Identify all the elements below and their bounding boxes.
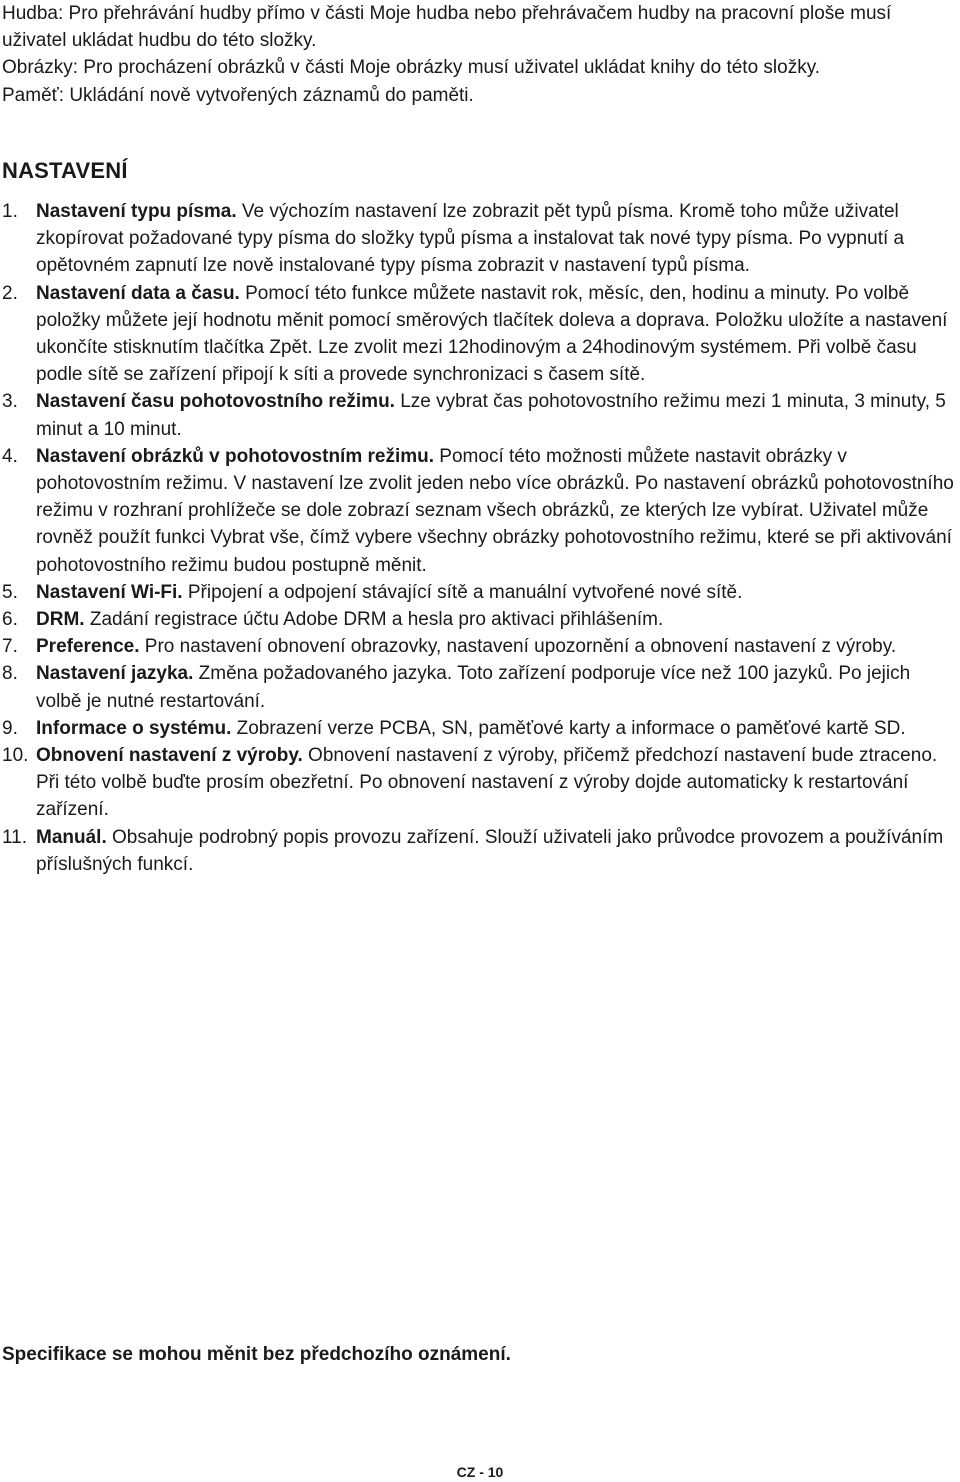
list-item: [0, 660, 960, 714]
item-number: 1.: [2, 201, 18, 222]
item-term: Preference.: [36, 636, 140, 658]
music-folder-text: Hudba: Pro přehrávání hudby přímo v části Moje hudba nebo přehrávačem hudby na pracovní ploše musí uživatel ukládat hudbu do této složky.: [2, 3, 892, 52]
list-item: [0, 606, 960, 633]
item-term: Obnovení nastavení z výroby.: [36, 745, 303, 767]
item-term: Nastavení času pohotovostního režimu.: [36, 391, 395, 413]
item-number: 6.: [2, 609, 18, 631]
item-number: 11.: [2, 826, 28, 848]
item-term: Nastavení jazyka.: [36, 663, 194, 685]
list-item: [0, 742, 960, 824]
specification-notice: Specifikace se mohou měnit bez předchozího oznámení.: [2, 1344, 511, 1365]
item-text: Zobrazení verze PCBA, SN, paměťové karty a informace o paměťové kartě SD.: [231, 717, 906, 739]
folder-descriptions: [2, 0, 952, 109]
item-number: 5.: [2, 581, 18, 603]
item-text: Změna požadovaného jazyka. Toto zařízení podporuje více než 100 jazyků. Po jejich volbě je nutné restartování.: [36, 663, 911, 712]
section-heading: NASTAVENÍ: [2, 158, 128, 183]
item-term: Manuál.: [36, 826, 107, 848]
item-term: Nastavení typu písma.: [36, 201, 237, 222]
list-item: [0, 388, 960, 442]
list-item: [0, 198, 960, 280]
item-text: Obnovení nastavení z výroby, přičemž předchozí nastavení bude ztraceno. Při této volbě buďte prosím obezřetní. Po obnovení nastavení z výroby dojde automaticky k restartování zařízení.: [36, 745, 938, 821]
item-number: 4.: [2, 445, 18, 467]
item-text: Zadání registrace účtu Adobe DRM a hesla pro aktivaci přihlášením.: [84, 609, 664, 631]
item-text: Pro nastavení obnovení obrazovky, nastavení upozornění a obnovení nastavení z výroby.: [139, 636, 897, 658]
item-text: Ve výchozím nastavení lze zobrazit pět typů písma. Kromě toho může uživatel zkopírovat požadované typy písma do složky typů písma a instalovat tak nové typy písma. Po vypnutí a opětovném zapnutí lze nově instalované typy písma zobrazit v nastavení typů písma.: [36, 201, 905, 277]
item-text: Pomocí této funkce můžete nastavit rok, měsíc, den, hodinu a minuty. Po volbě položky můžete její hodnotu měnit pomocí směrových tlačítek doleva a doprava. Položku uložíte a nastavení ukončíte stisknutím tlačítka Zpět. Lze zvolit mezi 12hodinovým a 24hodinovým systémem. Při volbě času podle sítě se zařízení připojí k síti a provede synchronizaci s časem sítě.: [36, 282, 948, 386]
item-term: Nastavení data a času.: [36, 282, 240, 304]
list-item: [0, 579, 960, 606]
item-number: 10.: [2, 745, 29, 767]
list-item: [0, 280, 960, 389]
list-item: [0, 633, 960, 660]
item-number: 7.: [2, 636, 18, 658]
settings-list: [0, 198, 960, 878]
item-number: 8.: [2, 663, 18, 685]
item-term: DRM.: [36, 609, 85, 631]
list-item: [0, 443, 960, 579]
item-number: 2.: [2, 282, 18, 304]
item-number: 9.: [2, 717, 18, 739]
item-term: Nastavení obrázků v pohotovostním režimu.: [36, 445, 435, 467]
list-item: [0, 824, 960, 878]
item-term: Nastavení Wi-Fi.: [36, 581, 183, 603]
memory-folder-text: Paměť: Ukládání nově vytvořených záznamů do paměti.: [2, 84, 474, 106]
page-number: CZ - 10: [456, 1464, 504, 1480]
item-text: Pomocí této možnosti můžete nastavit obrázky v pohotovostním režimu. V nastavení lze zvolit jeden nebo více obrázků. Po nastavení obrázků pohotovostního režimu v rozhraní prohlížeče se dole zobrazí seznam všech obrázků, ze kterých lze vybírat. Uživatel může rovněž použít funkci Vybrat vše, čímž vybere všechny obrázky pohotovostního režimu, které se při aktivování pohotovostního režimu budou postupně měnit.: [36, 445, 954, 576]
item-text: Připojení a odpojení stávající sítě a manuální vytvořené nové sítě.: [182, 581, 743, 603]
item-text: Obsahuje podrobný popis provozu zařízení. Slouží uživateli jako průvodce provozem a používáním příslušných funkcí.: [36, 826, 944, 875]
item-number: 3.: [2, 391, 18, 413]
item-term: Informace o systému.: [36, 717, 232, 739]
pictures-folder-text: Obrázky: Pro procházení obrázků v části Moje obrázky musí uživatel ukládat knihy do této složky.: [2, 57, 821, 79]
item-text: Lze vybrat čas pohotovostního režimu mezi 1 minuta, 3 minuty, 5 minut a 10 minut.: [36, 391, 946, 440]
list-item: [0, 715, 960, 742]
